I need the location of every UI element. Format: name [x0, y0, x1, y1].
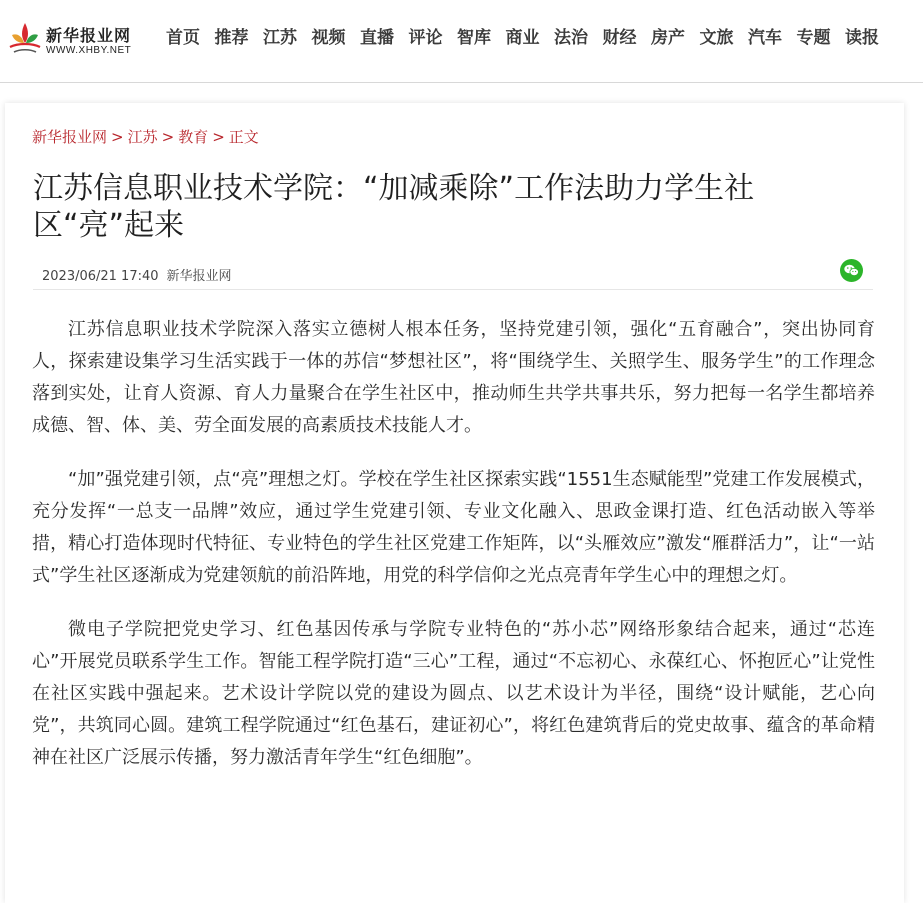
nav-video[interactable]: 视频	[311, 28, 346, 48]
logo-url: WWW.XHBY.NET	[46, 45, 132, 56]
nav-law[interactable]: 法治	[554, 28, 588, 48]
breadcrumb-separator: >	[212, 128, 225, 146]
publish-date: 2023/06/21 17:40	[42, 269, 159, 284]
nav-realestate[interactable]: 房产	[651, 28, 685, 48]
wechat-icon	[840, 259, 863, 282]
wechat-share-button[interactable]	[840, 259, 863, 282]
nav-jiangsu[interactable]: 江苏	[263, 28, 297, 48]
nav-business[interactable]: 商业	[505, 28, 540, 48]
article-title: 江苏信息职业技术学院：“加减乘除”工作法助力学生社区“亮”起来	[33, 171, 755, 243]
nav-live[interactable]: 直播	[360, 28, 394, 48]
site-logo[interactable]	[8, 19, 148, 63]
nav-thinktank[interactable]: 智库	[457, 28, 491, 48]
breadcrumb	[32, 126, 259, 147]
breadcrumb-separator: >	[111, 128, 124, 146]
breadcrumb-current: 正文	[228, 128, 259, 146]
breadcrumb-home[interactable]: 新华报业网	[32, 128, 108, 146]
logo-text: 新华报业网	[46, 26, 132, 45]
main-nav	[166, 25, 894, 53]
article-paragraph: 江苏信息职业技术学院深入落实立德树人根本任务，坚持党建引领，强化“五育融合”，突出协同育人，探索建设集学习生活实践于一体的苏信“梦想社区”，将“围绕学生、关照学生、服务学生”的工作理念落到实处，让育人资源、育人力量聚合在学生社区中，推动师生共学共事共乐，努力把每一名学生都培养成德、智、体、美、劳全面发展的高素质技术技能人才。	[32, 319, 875, 436]
nav-auto[interactable]: 汽车	[748, 28, 782, 48]
article-meta	[42, 265, 232, 284]
nav-special[interactable]: 专题	[796, 28, 831, 48]
nav-finance[interactable]: 财经	[602, 28, 637, 48]
nav-recommend[interactable]: 推荐	[214, 28, 249, 48]
article-paragraph: “加”强党建引领，点“亮”理想之灯。学校在学生社区探索实践“1551生态赋能型”党建工作发展模式，充分发挥“一总支一品牌”效应，通过学生党建引领、专业文化融入、思政金课打造、红色活动嵌入等举措，精心打造体现时代特征、专业特色的学生社区党建工作矩阵，以“头雁效应”激发“雁群活力”，让“一站式”学生社区逐渐成为党建领航的前沿阵地，用党的科学信仰之光点亮青年学生心中的理想之灯。	[32, 469, 875, 586]
article-body	[32, 314, 875, 796]
nav-culture-travel[interactable]: 文旅	[699, 28, 734, 48]
article-source: 新华报业网	[166, 269, 232, 284]
breadcrumb-separator: >	[161, 128, 175, 146]
nav-home[interactable]: 首页	[166, 28, 200, 48]
article-paragraph: 微电子学院把党史学习、红色基因传承与学院专业特色的“苏小芯”网络形象结合起来，通过“芯连心”开展党员联系学生工作。智能工程学院打造“三心”工程，通过“不忘初心、永葆红心、怀抱匠心”让党性在社区实践中强起来。艺术设计学院以党的建设为圆点、以艺术设计为半径，围绕“设计赋能，艺心向党”，共筑同心圆。建筑工程学院通过“红色基石，建证初心”，将红色建筑背后的党史故事、蕴含的革命精神在社区广泛展示传播，努力激活青年学生“红色细胞”。	[32, 619, 875, 768]
top-bar	[0, 0, 923, 83]
nav-comment[interactable]: 评论	[408, 28, 443, 48]
nav-newspaper[interactable]: 读报	[845, 28, 879, 48]
breadcrumb-education[interactable]: 教育	[178, 128, 209, 146]
breadcrumb-jiangsu[interactable]: 江苏	[127, 128, 158, 146]
meta-divider	[33, 289, 873, 290]
logo-mark-icon	[8, 21, 42, 57]
